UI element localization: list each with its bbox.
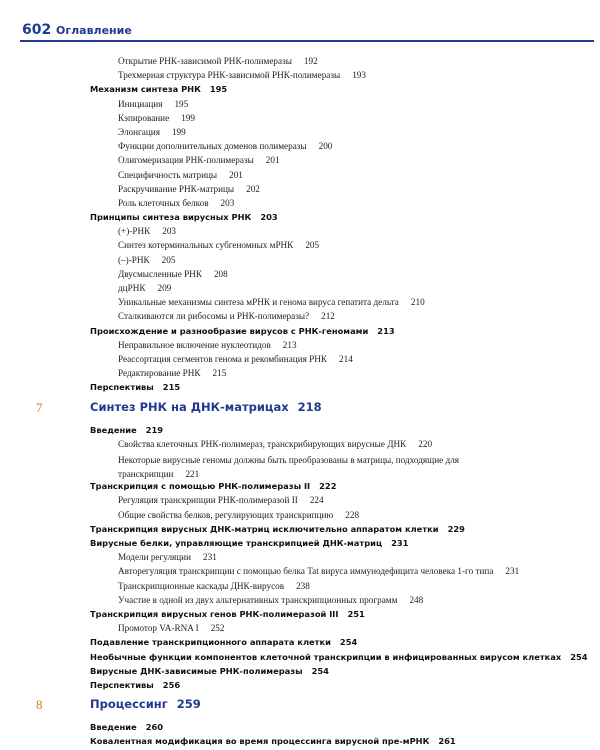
toc-entry-title: Перспективы [90, 679, 154, 690]
toc-entry-page: 201 [229, 169, 243, 180]
toc-subsection[interactable] [0, 113, 600, 127]
toc-entry-title: Открытие РНК-зависимой РНК-полимеразы [118, 56, 292, 66]
toc-entry-page: 201 [265, 155, 280, 166]
toc-section[interactable] [0, 680, 600, 694]
toc-entry-page: 219 [145, 424, 164, 435]
chapter-page: 218 [297, 399, 322, 414]
chapter-heading [0, 697, 600, 719]
table-of-contents [0, 56, 600, 750]
toc-entry-title: Участие в одной из двух альтернативных транскрипционных программ [118, 594, 398, 605]
toc-subsection[interactable] [0, 269, 600, 283]
toc-subsection[interactable] [0, 184, 600, 198]
toc-entry-page: 222 [319, 481, 337, 492]
toc-subsection[interactable] [0, 581, 600, 595]
toc-entry-title: Регуляция транскрипции РНК-полимеразой II [118, 495, 298, 506]
toc-entry-title: Раскручивание РНК-матрицы [118, 183, 235, 194]
chapter-heading [0, 400, 600, 422]
toc-entry-page: 224 [309, 495, 324, 506]
toc-entry-page: 195 [209, 84, 228, 95]
toc-entry-title: Специфичность матрицы [118, 169, 218, 180]
toc-entry-title: Происхождение и разнообразие вирусов с РНК-геномами [90, 325, 369, 336]
toc-section[interactable] [0, 637, 600, 651]
toc-entry-title: Свойства клеточных РНК-полимераз, транскрибирующих вирусные ДНК [118, 438, 407, 449]
toc-section[interactable] [0, 481, 600, 495]
toc-entry-title: Транскрипция с помощью РНК-полимеразы II [90, 481, 311, 492]
page-number: 602 [22, 22, 52, 38]
toc-subsection[interactable] [0, 510, 600, 524]
toc-subsection[interactable] [0, 368, 600, 382]
toc-subsection[interactable] [0, 439, 600, 453]
toc-subsection[interactable] [0, 70, 600, 84]
toc-entry-page: 203 [162, 226, 177, 237]
toc-entry-title: Роль клеточных белков [118, 197, 209, 208]
toc-entry-title: Промотор VA-RNA I [118, 623, 199, 634]
toc-entry-page: 213 [377, 325, 395, 336]
toc-entry-page: 220 [418, 438, 433, 449]
toc-entry-title: Синтез котерминальных субгеномных мРНК [118, 240, 294, 251]
toc-section[interactable] [0, 722, 600, 736]
toc-subsection[interactable] [0, 240, 600, 254]
toc-subsection[interactable] [0, 226, 600, 240]
toc-section[interactable] [0, 326, 600, 340]
chapter-title-text: Синтез РНК на ДНК-матрицах [90, 399, 289, 414]
toc-entry-page: 215 [162, 382, 181, 393]
toc-entry-page: 215 [212, 368, 227, 379]
toc-entry-title: Перспективы [90, 382, 154, 393]
toc-subsection[interactable] [0, 56, 600, 70]
toc-entry-page: 254 [339, 637, 358, 648]
toc-section[interactable] [0, 524, 600, 538]
toc-entry-title: Редактирование РНК [118, 368, 201, 379]
toc-entry-page: 254 [570, 651, 588, 662]
toc-entry-page: 213 [282, 339, 297, 350]
toc-entry-title: Модели регуляции [118, 552, 192, 563]
toc-entry-title: Реассортация сегментов генома и рекомбинация РНК [118, 353, 328, 364]
toc-entry-title: Вирусные ДНК-зависимые РНК-полимеразы [90, 665, 303, 676]
toc-entry-title: Необычные функции компонентов клеточной транскрипции в инфицированных вирусом клетках [90, 651, 562, 662]
toc-entry-title: Механизм синтеза РНК [90, 84, 201, 95]
toc-section[interactable] [0, 212, 600, 226]
toc-entry-title: Трехмерная структура РНК-зависимой РНК-полимеразы [118, 70, 341, 81]
toc-subsection[interactable] [0, 99, 600, 113]
chapter-title-text: Процессинг [90, 697, 168, 712]
toc-entry-page: 199 [171, 126, 186, 137]
toc-entry-title: Введение [90, 722, 137, 733]
toc-entry-title: Транскрипция вирусных генов РНК-полимеразой III [90, 608, 339, 619]
toc-entry-title: Авторегуляция транскрипции с помощью белка Tat вируса иммунодефицита человека 1-го типа [118, 566, 494, 577]
toc-entry-page: 209 [157, 283, 172, 293]
toc-subsection[interactable] [0, 495, 600, 509]
toc-subsection[interactable] [0, 283, 600, 297]
toc-section[interactable] [0, 666, 600, 680]
page-header [0, 0, 600, 40]
toc-subsection[interactable] [0, 340, 600, 354]
toc-entry-title: Общие свойства белков, регулирующих транскрипцию [118, 509, 334, 520]
toc-entry-page: 193 [352, 70, 366, 81]
toc-entry-page: 254 [311, 665, 329, 676]
toc-subsection[interactable] [0, 566, 600, 580]
toc-entry-page: 238 [296, 580, 310, 591]
running-title: Оглавление [56, 24, 132, 37]
toc-subsection[interactable] [0, 170, 600, 184]
toc-entry-title: Олигомеризация РНК-полимеразы [118, 155, 254, 166]
toc-entry-page: 248 [409, 594, 424, 605]
toc-subsection[interactable] [0, 127, 600, 141]
toc-subsection[interactable] [0, 354, 600, 368]
toc-entry-page: 210 [410, 297, 425, 308]
toc-entry-page: 231 [505, 566, 520, 577]
toc-entry-page: 251 [347, 608, 365, 619]
toc-entry-page: 199 [181, 112, 195, 123]
toc-subsection[interactable] [0, 198, 600, 212]
chapter-number: 7 [36, 399, 43, 415]
toc-entry-title: Функции дополнительных доменов полимеразы [118, 141, 307, 152]
toc-section[interactable] [0, 538, 600, 552]
toc-entry-page: 205 [305, 240, 320, 251]
chapter-title [90, 697, 201, 711]
toc-entry-page: 252 [210, 623, 225, 634]
toc-entry-title: Инициация [118, 98, 163, 109]
chapter-page: 259 [176, 697, 201, 712]
toc-entry-page: 208 [213, 268, 228, 279]
toc-entry-page: 212 [321, 311, 335, 322]
toc-entry-title: Некоторые вирусные геномы должны быть преобразованы в матрицы, подходящие для транскрипции [118, 454, 460, 480]
toc-section[interactable] [0, 652, 600, 666]
toc-entry-title: Принципы синтеза вирусных РНК [90, 212, 252, 223]
toc-section[interactable] [0, 736, 600, 750]
header-rule [20, 40, 594, 42]
toc-entry-page: 231 [391, 538, 409, 549]
toc-entry-title: Двусмысленные РНК [118, 268, 202, 279]
toc-entry-page: 203 [220, 197, 235, 208]
toc-subsection[interactable] [0, 297, 600, 311]
toc-entry-title: Подавление транскрипционного аппарата клетки [90, 637, 331, 648]
toc-entry-title: Транскрипционные каскады ДНК-вирусов [118, 580, 285, 591]
toc-entry-page: 256 [162, 679, 181, 690]
toc-entry-page: 203 [260, 212, 278, 223]
toc-entry-title: Введение [90, 424, 137, 435]
toc-subsection[interactable] [0, 311, 600, 325]
toc-subsection[interactable] [0, 453, 600, 481]
toc-entry-page: 205 [161, 254, 176, 265]
toc-entry-page: 195 [174, 98, 189, 109]
chapter-number: 8 [36, 697, 43, 713]
toc-entry-title: Вирусные белки, управляющие транскрипцией ДНК-матриц [90, 538, 383, 549]
toc-entry-title: Кэпирование [118, 112, 170, 123]
toc-entry-title: Транскрипция вирусных ДНК-матриц исключительно аппаратом клетки [90, 523, 439, 534]
toc-section[interactable] [0, 609, 600, 623]
toc-entry-page: 228 [345, 509, 360, 520]
toc-entry-title: (–)-РНК [118, 254, 150, 265]
toc-section[interactable] [0, 382, 600, 396]
toc-entry-title: дцРНК [118, 283, 146, 293]
toc-entry-page: 229 [447, 523, 465, 534]
chapter-title [90, 400, 322, 414]
toc-entry-page: 202 [246, 183, 260, 194]
toc-entry-page: 261 [438, 736, 456, 747]
toc-subsection[interactable] [0, 595, 600, 609]
toc-entry-title: Неправильное включение нуклеотидов [118, 339, 271, 350]
toc-subsection[interactable] [0, 255, 600, 269]
toc-subsection[interactable] [0, 155, 600, 169]
toc-section[interactable] [0, 425, 600, 439]
toc-section[interactable] [0, 84, 600, 98]
toc-entry-title: Уникальные механизмы синтеза мРНК и генома вируса гепатита дельта [118, 297, 399, 308]
toc-entry-page: 231 [203, 552, 217, 563]
toc-entry-page: 221 [185, 469, 200, 480]
toc-entry-page: 200 [318, 141, 333, 152]
toc-entry-title: Ковалентная модификация во время процессинга вирусной пре-мРНК [90, 736, 430, 747]
toc-entry-title: Сталкиваются ли рибосомы и РНК-полимеразы? [118, 311, 310, 322]
toc-subsection[interactable] [0, 552, 600, 566]
toc-subsection[interactable] [0, 141, 600, 155]
toc-entry-title: (+)-РНК [118, 226, 151, 237]
toc-entry-page: 192 [303, 56, 318, 66]
toc-entry-page: 260 [145, 722, 164, 733]
toc-entry-page: 214 [339, 353, 353, 364]
toc-subsection[interactable] [0, 623, 600, 637]
toc-entry-title: Элонгация [118, 126, 160, 137]
